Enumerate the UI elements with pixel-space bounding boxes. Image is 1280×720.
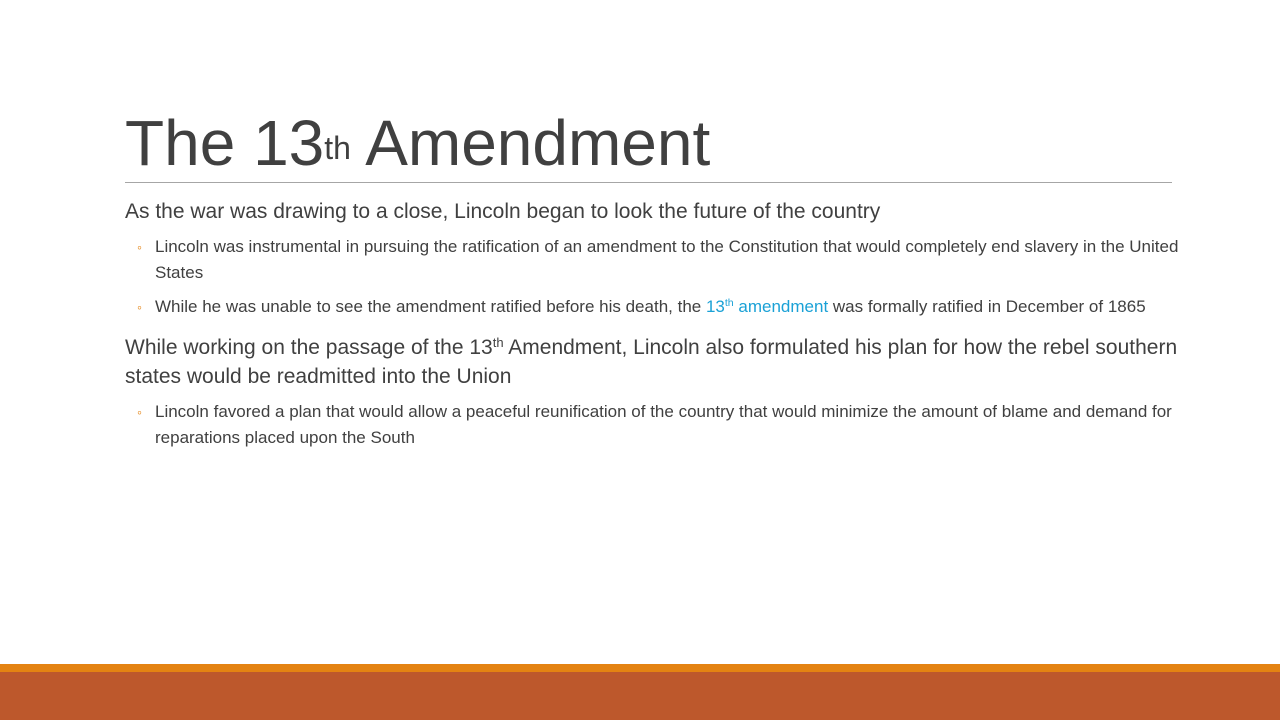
bullet-reconstruction-plan — [125, 334, 1185, 390]
slide-title — [125, 105, 710, 192]
title-text-post: Amendment — [350, 107, 711, 179]
amendment-link[interactable] — [706, 297, 828, 316]
slide-body — [125, 198, 1185, 463]
amendment-link-superscript: th — [724, 297, 734, 310]
sub-bullet-ratified-1865 — [125, 294, 1185, 322]
sub-bullet-reunification — [125, 399, 1185, 451]
amendment-link-number: 13 — [705, 297, 725, 316]
sub-bullet-text: Lincoln was instrumental in pursuing the ratification of an amendment to the Constitution that would completely end slavery in the United States — [155, 237, 1179, 282]
footer-accent-stripe — [0, 664, 1280, 672]
sub-bullet-marker: ◦ — [137, 299, 142, 315]
bullet-war-closing: As the war was drawing to a close, Lincoln began to look the future of the country — [125, 200, 881, 223]
sub-bullet-marker: ◦ — [137, 239, 142, 255]
amendment-link-text: amendment — [733, 297, 829, 316]
title-text-pre: The 13 — [125, 107, 325, 179]
footer-band — [0, 672, 1280, 720]
sub-bullet-marker: ◦ — [137, 404, 142, 420]
sub-bullet-list-2 — [125, 399, 1185, 451]
title-divider — [125, 182, 1172, 183]
sub-bullet-text-pre: While he was unable to see the amendment ratified before his death, the — [155, 297, 706, 316]
sub-bullet-text-post: was formally ratified in December of 1865 — [828, 297, 1146, 316]
sub-bullet-ratification — [125, 234, 1185, 286]
bullet-text-post: Amendment, Lincoln also formulated his plan for how the rebel southern states would be readmitted into the Union — [125, 336, 1178, 388]
bullet-text-pre: While working on the passage of the 13 — [125, 336, 493, 359]
bullet-superscript: th — [492, 334, 504, 350]
sub-bullet-list-1 — [125, 234, 1185, 322]
title-superscript: th — [324, 129, 351, 166]
sub-bullet-text: Lincoln favored a plan that would allow a peaceful reunification of the country that would minimize the amount of blame and demand for reparations placed upon the South — [155, 402, 1172, 447]
